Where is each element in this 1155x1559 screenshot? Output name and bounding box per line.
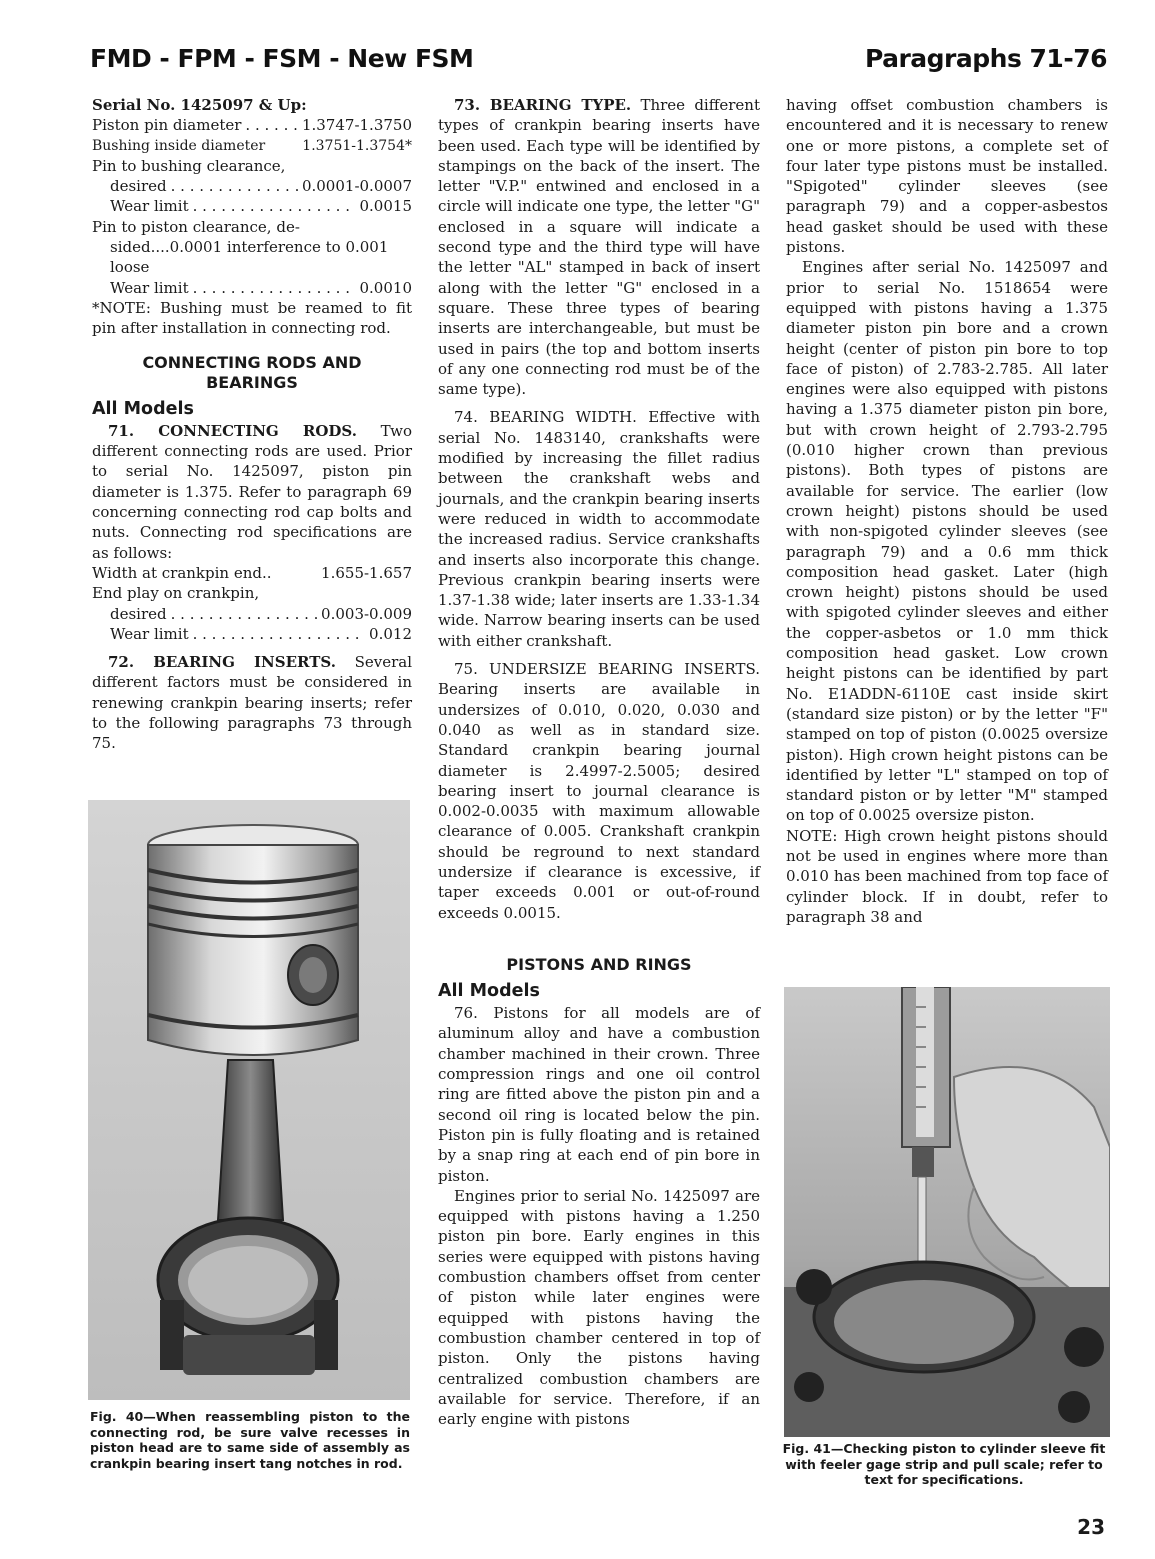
all-models-subheading: All Models: [92, 398, 194, 419]
section-heading-pistons: PISTONS AND RINGS: [506, 954, 692, 974]
spec-piston-pin: Piston pin diameter . . . 1.3747-1.3750: [92, 115, 412, 135]
figure-40-photo: [88, 800, 410, 1400]
paragraph-76-continued: having offset combustion chambers is encountered and it is necessary to renew one or more pistons, a complete set of four later type pistons must be installed. "Spigoted" cylinder sleeves (see paragraph 79) and a copper-asbestos head gasket should be used with these pistons.: [786, 96, 1108, 257]
paragraph-72: 72. BEARING INSERTS. Several different factors must be considered in renewing crankpin bearing inserts; refer to the following paragraphs 73 through 75.: [92, 653, 412, 753]
paragraph-73: 73. BEARING TYPE. Three different types of crankpin bearing inserts have been used. Each type will be identified by stampings on the back of the insert. The letter "V.P." entwined and enclosed in a circle will indicate one type, the letter "G" enclosed in a square will indicate a second type and the third type will have the letter "AL" stamped in back of insert along with the letter "G" enclosed in a square. These three types of bearing inserts are interchangeable, but must be used in pairs (the top and bottom inserts of any one connecting rod must be of the same type).: [438, 96, 760, 399]
feeler-gage-illustration: [784, 987, 1110, 1437]
column-3: [786, 95, 1108, 927]
spec-pin-piston-line3: loose: [110, 258, 150, 277]
paragraph-76: 76. Pistons for all models are of aluminum alloy and have a combustion chamber machined in their crown. Three compression rings and one oil control ring are fitted above the piston pin and a second oil ring is located below the pin. Piston pin is fully floating and is retained by a snap ring at each end of pin bore in piston.: [438, 1004, 760, 1185]
figure-41-caption: Fig. 41—Checking piston to cylinder sleeve fit with feeler gage strip and pull scale; refer to text for specifications.: [782, 1441, 1106, 1487]
paragraph-76-crown-height: Engines after serial No. 1425097 and prior to serial No. 1518654 were equipped with pistons having a 1.375 diameter piston pin bore and a crown height (center of piston pin bore to top face of piston) of 2.783-2.785. All later engines were also equipped with pistons having a 1.375 diameter piston pin bore, but with crown height of 2.793-2.795 (0.010 higher crown than previous pistons). Both types of pistons are available for service. The earlier (low crown height) pistons should be used with non-spigoted cylinder sleeves (see paragraph 79) and a 0.6 mm thick composition head gasket. Later (high crown height) pistons should be used with spigoted cylinder sleeves and either the copper-asbetos or 1.0 mm thick composition head gasket. Low crown height pistons can be identified by part No. E1ADDN-6110E cast inside skirt (standard size piston) or by the letter "F" stamped on top of piston (0.0025 oversize piston). High crown height pistons can be identified by letter "L" stamped on top of standard piston or by letter "M" stamped on top of 0.0025 oversize piston.: [786, 258, 1108, 825]
piston-rod-illustration: [88, 800, 410, 1400]
all-models-subheading-2: All Models: [438, 980, 540, 1001]
spec-endplay-label: End play on crankpin,: [92, 584, 260, 603]
spec-pin-bushing-wear: Wear limit . . . 0.0015: [92, 196, 412, 216]
spec-pin-bushing-desired: desired . . . 0.0001-0.0007: [92, 176, 412, 196]
paragraph-74: 74. BEARING WIDTH. Effective with serial No. 1483140, crankshafts were modified by increasing the fillet radius between the crankshaft webs and journals, and the crankpin bearing inserts were reduced in width to accommodate the increased radius. Service crankshafts and inserts also incorporate this change. Previous crankpin bearing inserts were 1.37-1.38 wide; later inserts are 1.33-1.34 wide. Narrow bearing inserts can be used with either crankshaft.: [438, 408, 760, 650]
serial-heading: Serial No. 1425097 & Up:: [92, 96, 307, 114]
column-2: [438, 95, 760, 1429]
paragraph-75: 75. UNDERSIZE BEARING INSERTS. Bearing inserts are available in undersizes of 0.010, 0.020, 0.030 and 0.040 as well as in standard size. Standard crankpin bearing journal diameter is 2.4997-2.5005; desired bearing insert to journal clearance is 0.002-0.0035 with maximum allowable clearance of 0.005. Crankshaft crankpin should be reground to next standard undersize if clearance is excessive, if taper exceeds 0.001 or out-of-round exceeds 0.0015.: [438, 660, 760, 922]
spec-bushing: Bushing inside diameter 1.3751-1.3754*: [92, 137, 412, 154]
spec-endplay-wear: Wear limit . . . 0.012: [92, 624, 412, 644]
page-number: 23: [1077, 1515, 1105, 1539]
spec-width-crankpin: Width at crankpin end.. 1.655-1.657: [92, 563, 412, 582]
bushing-note: *NOTE: Bushing must be reamed to fit pin after installation in connecting rod.: [92, 298, 412, 338]
running-header-paragraphs: Paragraphs 71-76: [864, 44, 1107, 73]
spec-pin-bushing-label: Pin to bushing clearance,: [92, 156, 286, 175]
crown-height-note: NOTE: High crown height pistons should not be used in engines where more than 0.010 has been machined from top face of cylinder block. If in doubt, refer to paragraph 38 and: [786, 826, 1108, 926]
running-header-models: FMD - FPM - FSM - New FSM: [90, 44, 474, 73]
column-1: [92, 95, 412, 754]
section-heading-connecting-rods: CONNECTING RODS AND BEARINGS: [142, 352, 362, 392]
figure-41-photo: [784, 987, 1110, 1437]
paragraph-76-engines: Engines prior to serial No. 1425097 are equipped with pistons having a 1.250 piston pin bore. Early engines in this series were equipped with pistons having combustion chambers offset from center of piston while later engines were equipped with pistons having the combustion chamber centered in top of piston. Only the pistons having centralized combustion chambers are available for service. Therefore, if an early engine with pistons: [438, 1186, 760, 1429]
spec-pin-piston-wear: Wear limit . . . 0.0010: [92, 278, 412, 298]
spec-pin-piston-line2: sided....0.0001 interference to 0.001: [110, 238, 389, 257]
figure-40-caption: Fig. 40—When reassembling piston to the connecting rod, be sure valve recesses in piston head are to same side of assembly as crankpin bearing insert tang notches in rod.: [90, 1409, 410, 1471]
spec-endplay-desired: desired . . . 0.003-0.009: [92, 604, 412, 624]
spec-pin-piston-label: Pin to piston clearance, de-: [92, 217, 300, 236]
paragraph-71: 71. CONNECTING RODS. Two different connecting rods are used. Prior to serial No. 1425097, piston pin diameter is 1.375. Refer to paragraph 69 concerning connecting rod cap bolts and nuts. Connecting rod specifications are as follows:: [92, 421, 412, 562]
